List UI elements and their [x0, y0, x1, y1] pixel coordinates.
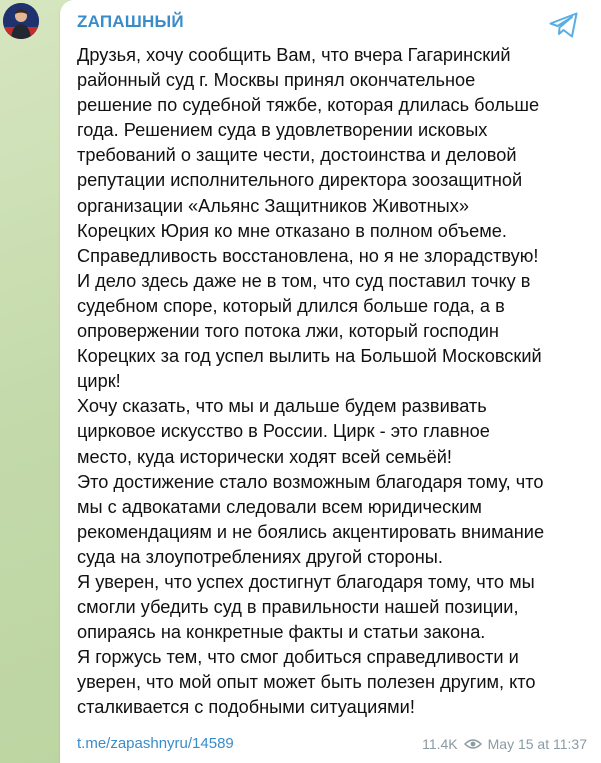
message-line: Корецких за год успел вылить на Большой Московский [77, 346, 542, 367]
message-line: судебном споре, который длился больше года, а в [77, 295, 505, 316]
message-line: Корецких Юрия ко мне отказано в полном объеме. [77, 220, 507, 241]
message-line: районный суд г. Москвы принял окончательное [77, 70, 476, 91]
message-line: место, куда исторически ходят всей семьёй! [77, 446, 452, 467]
message-line: сталкивается с подобными ситуациями! [77, 697, 415, 718]
message-line: Я уверен, что успех достигнут благодаря тому, что мы [77, 571, 535, 592]
avatar-portrait-icon [3, 3, 39, 39]
message-line: Справедливость восстановлена, но я не злорадствую! [77, 245, 539, 266]
message-line: Это достижение стало возможным благодаря тому, что [77, 471, 544, 492]
message-text [77, 43, 587, 721]
message-line: решение по судебной тяжбе, которая длилась больше [77, 95, 540, 116]
message-meta [422, 736, 587, 752]
message-line: рекомендациям и не боялись акцентировать внимание [77, 521, 545, 542]
message-line: требований о защите чести, достоинства и деловой [77, 145, 517, 166]
view-count: 11.4K [422, 736, 458, 752]
message-line: репутации исполнительного директора зоозащитной [77, 170, 523, 191]
message-line: Я горжусь тем, что смог добиться справедливости и [77, 647, 519, 668]
message-line: года. Решением суда в удовлетворении исковых [77, 120, 488, 141]
message-line: суда на злоупотреблениях другой стороны. [77, 546, 443, 567]
message-line: цирк! [77, 371, 121, 392]
telegram-share-icon[interactable] [549, 12, 579, 38]
message-line: опровержении того потока лжи, который господин [77, 321, 499, 342]
message-line: мы с адвокатами следовали всем юридическим [77, 496, 482, 517]
message-line: И дело здесь даже не в том, что суд поставил точку в [77, 270, 531, 291]
message-line: опираясь на конкретные факты и статьи закона. [77, 622, 486, 643]
message-line: организации «Альянс Защитников Животных» [77, 195, 469, 216]
eye-icon [464, 738, 482, 750]
channel-name[interactable]: ZАПАШНЫЙ [77, 12, 184, 31]
message-bubble [60, 0, 601, 763]
message-line: Друзья, хочу сообщить Вам, что вчера Гагаринский [77, 45, 511, 65]
message-line: Хочу сказать, что мы и дальше будем развивать [77, 396, 487, 417]
channel-avatar[interactable] [3, 3, 39, 39]
message-timestamp: May 15 at 11:37 [487, 736, 587, 752]
post-link[interactable]: t.me/zapashnyru/14589 [77, 735, 234, 752]
message-line: уверен, что мой опыт может быть полезен другим, кто [77, 672, 536, 693]
message-line: цирковое искусство в России. Цирк - это главное [77, 421, 490, 442]
message-line: смогли убедить суд в правильности нашей позиции, [77, 597, 519, 618]
